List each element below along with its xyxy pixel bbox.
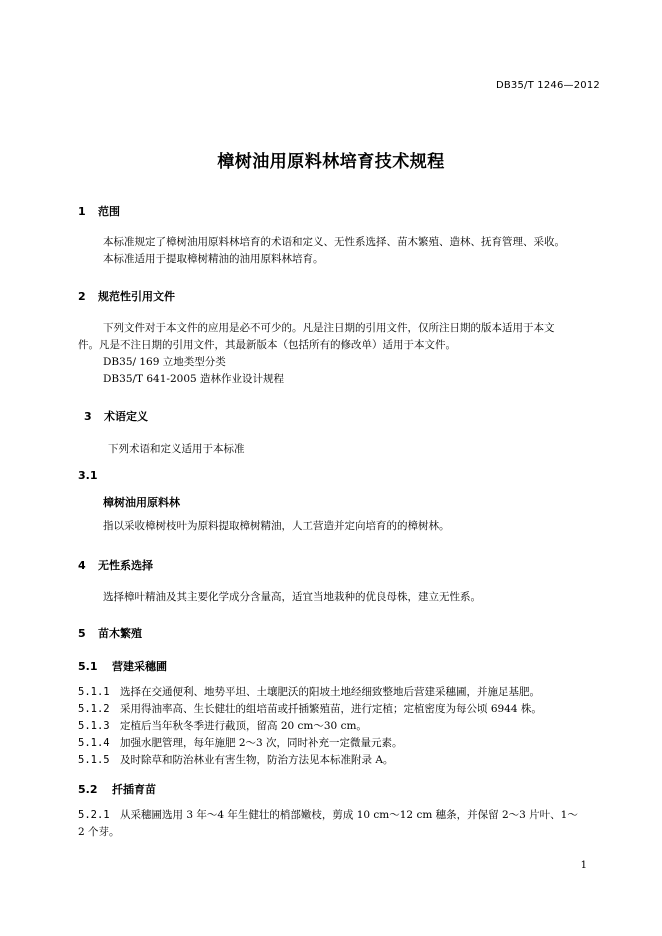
page-number: 1 bbox=[580, 860, 587, 871]
subsection-5-1-heading bbox=[78, 658, 167, 674]
normative-reference: DB35/ 169 立地类型分类 bbox=[103, 356, 226, 368]
clause-text: 采用得油率高、生长健壮的组培苗或扦插繁殖苗，进行定植；定植密度为每公顷 6944 株。 bbox=[120, 703, 542, 715]
document-title: 樟树油用原料林培育技术规程 bbox=[217, 152, 445, 172]
clause-number: 5.1.1 bbox=[78, 686, 110, 698]
subsection-title: 扦插育苗 bbox=[112, 783, 156, 796]
section-4-heading bbox=[78, 557, 153, 573]
section-1-heading bbox=[78, 203, 120, 219]
section-title: 苗木繁殖 bbox=[98, 627, 142, 640]
section-2-heading bbox=[78, 288, 175, 304]
section-1-paragraph: 本标准规定了樟树油用原料林培育的术语和定义、无性系选择、苗木繁殖、造林、抚育管理、采收。 bbox=[103, 236, 565, 248]
standard-code: DB35/T 1246—2012 bbox=[495, 80, 600, 91]
clause-text: 及时除草和防治林业有害生物，防治方法见本标准附录 A。 bbox=[120, 754, 394, 766]
term-name: 樟树油用原料林 bbox=[103, 496, 180, 509]
subsection-5-2-heading bbox=[78, 781, 156, 797]
section-5-heading bbox=[78, 625, 142, 641]
section-1-paragraph: 本标准适用于提取樟树精油的油用原料林培育。 bbox=[103, 253, 324, 265]
section-title: 范围 bbox=[98, 205, 120, 218]
clause bbox=[78, 752, 393, 769]
clause bbox=[78, 684, 540, 701]
clause bbox=[78, 807, 578, 824]
subsection-number: 5.1 bbox=[78, 660, 98, 673]
section-number: 1 bbox=[78, 205, 86, 218]
clause-number: 5.1.2 bbox=[78, 703, 110, 715]
section-3-intro: 下列术语和定义适用于本标准 bbox=[108, 443, 245, 455]
subsection-number: 5.2 bbox=[78, 783, 98, 796]
clause-number: 5.2.1 bbox=[78, 809, 110, 821]
section-3-heading bbox=[84, 408, 148, 424]
clause-continuation: 2 个芽。 bbox=[78, 826, 120, 838]
clause-text: 从采穗圃选用 3 年～4 年生健壮的梢部嫩枝，剪成 10 cm～12 cm 穗条，并保留 2～3 片叶、1～ bbox=[120, 809, 578, 821]
section-number: 4 bbox=[78, 559, 86, 572]
clause bbox=[78, 718, 367, 735]
term-definition: 指以采收樟树枝叶为原料提取樟树精油，人工营造并定向培育的的樟树林。 bbox=[103, 520, 450, 532]
clause-text: 选择在交通便利、地势平坦、土壤肥沃的阳坡土地经细致整地后营建采穗圃，并施足基肥。 bbox=[120, 686, 540, 698]
clause bbox=[78, 735, 403, 752]
clause-text: 加强水肥管理，每年施肥 2～3 次，同时补充一定微量元素。 bbox=[120, 737, 403, 749]
section-4-paragraph: 选择樟叶精油及其主要化学成分含量高，适宜当地栽种的优良母株，建立无性系。 bbox=[103, 591, 481, 603]
section-title: 规范性引用文件 bbox=[98, 290, 175, 303]
section-number: 5 bbox=[78, 627, 86, 640]
clause bbox=[78, 701, 542, 718]
section-title: 术语定义 bbox=[104, 410, 148, 423]
section-number: 2 bbox=[78, 290, 86, 303]
section-2-paragraph: 下列文件对于本文件的应用是必不可少的。凡是注日期的引用文件，仅所注日期的版本适用于本文 bbox=[103, 322, 555, 334]
subsection-title: 营建采穗圃 bbox=[112, 660, 167, 673]
clause-number: 5.1.3 bbox=[78, 720, 110, 732]
clause-number: 5.1.4 bbox=[78, 737, 110, 749]
term-number: 3.1 bbox=[78, 469, 98, 482]
clause-text: 定植后当年秋冬季进行截顶，留高 20 cm～30 cm。 bbox=[120, 720, 367, 732]
clause-number: 5.1.5 bbox=[78, 754, 110, 766]
section-number: 3 bbox=[84, 410, 92, 423]
normative-reference: DB35/T 641-2005 造林作业设计规程 bbox=[103, 373, 285, 385]
section-title: 无性系选择 bbox=[98, 559, 153, 572]
section-2-paragraph: 件。凡是不注日期的引用文件，其最新版本（包括所有的修改单）适用于本文件。 bbox=[78, 339, 456, 351]
